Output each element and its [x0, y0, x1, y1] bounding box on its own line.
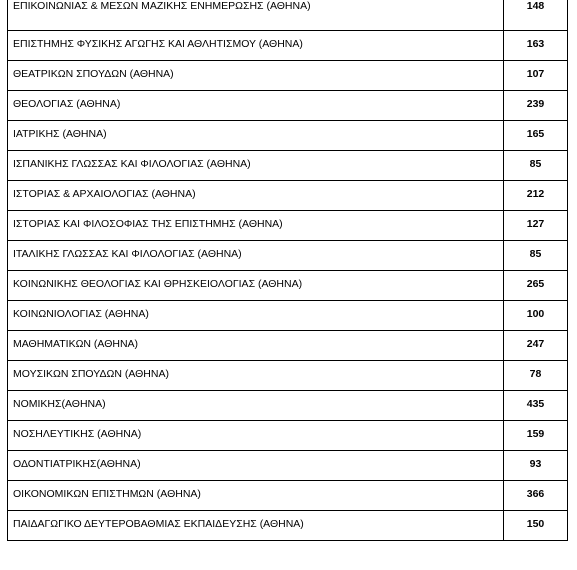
department-name: ΝΟΣΗΛΕΥΤΙΚΗΣ (ΑΘΗΝΑ)	[8, 420, 504, 450]
table-row	[8, 0, 568, 30]
department-count: 85	[504, 240, 568, 270]
departments-table-container	[7, 0, 567, 541]
department-count: 247	[504, 330, 568, 360]
department-count: 159	[504, 420, 568, 450]
table-row	[8, 510, 568, 540]
table-row	[8, 90, 568, 120]
department-count: 212	[504, 180, 568, 210]
department-name: ΜΟΥΣΙΚΩΝ ΣΠΟΥΔΩΝ (ΑΘΗΝΑ)	[8, 360, 504, 390]
table-row	[8, 30, 568, 60]
department-count: 165	[504, 120, 568, 150]
table-row	[8, 390, 568, 420]
department-name: ΙΑΤΡΙΚΗΣ (ΑΘΗΝΑ)	[8, 120, 504, 150]
department-count: 265	[504, 270, 568, 300]
department-name: ΟΙΚΟΝΟΜΙΚΩΝ ΕΠΙΣΤΗΜΩΝ (ΑΘΗΝΑ)	[8, 480, 504, 510]
table-row	[8, 330, 568, 360]
table-row	[8, 240, 568, 270]
department-count: 435	[504, 390, 568, 420]
department-name: ΠΑΙΔΑΓΩΓΙΚΟ ΔΕΥΤΕΡΟΒΑΘΜΙΑΣ ΕΚΠΑΙΔΕΥΣΗΣ (ΑΘΗΝΑ)	[8, 510, 504, 540]
department-count: 150	[504, 510, 568, 540]
department-name: ΜΑΘΗΜΑΤΙΚΩΝ (ΑΘΗΝΑ)	[8, 330, 504, 360]
table-row	[8, 360, 568, 390]
department-count: 163	[504, 30, 568, 60]
department-count: 366	[504, 480, 568, 510]
table-row	[8, 120, 568, 150]
table-row	[8, 480, 568, 510]
department-name: ΚΟΙΝΩΝΙΟΛΟΓΙΑΣ (ΑΘΗΝΑ)	[8, 300, 504, 330]
department-count: 100	[504, 300, 568, 330]
departments-table	[7, 0, 568, 541]
department-count: 148	[504, 0, 568, 30]
department-count: 78	[504, 360, 568, 390]
department-count: 107	[504, 60, 568, 90]
department-name: ΝΟΜΙΚΗΣ(ΑΘΗΝΑ)	[8, 390, 504, 420]
department-name: ΙΣΤΟΡΙΑΣ & ΑΡΧΑΙΟΛΟΓΙΑΣ (ΑΘΗΝΑ)	[8, 180, 504, 210]
department-count: 239	[504, 90, 568, 120]
department-name: ΕΠΙΣΤΗΜΗΣ ΦΥΣΙΚΗΣ ΑΓΩΓΗΣ ΚΑΙ ΑΘΛΗΤΙΣΜΟΥ (ΑΘΗΝΑ)	[8, 30, 504, 60]
table-row	[8, 450, 568, 480]
department-name: ΙΣΠΑΝΙΚΗΣ ΓΛΩΣΣΑΣ ΚΑΙ ΦΙΛΟΛΟΓΙΑΣ (ΑΘΗΝΑ)	[8, 150, 504, 180]
department-count: 93	[504, 450, 568, 480]
department-name: ΟΔΟΝΤΙΑΤΡΙΚΗΣ(ΑΘΗΝΑ)	[8, 450, 504, 480]
department-count: 85	[504, 150, 568, 180]
table-row	[8, 150, 568, 180]
department-name: ΘΕΟΛΟΓΙΑΣ (ΑΘΗΝΑ)	[8, 90, 504, 120]
table-row	[8, 270, 568, 300]
department-name: ΕΠΙΚΟΙΝΩΝΙΑΣ & ΜΕΣΩΝ ΜΑΖΙΚΗΣ ΕΝΗΜΕΡΩΣΗΣ (ΑΘΗΝΑ)	[8, 0, 504, 30]
table-body	[8, 0, 568, 540]
table-row	[8, 210, 568, 240]
table-row	[8, 60, 568, 90]
table-row	[8, 300, 568, 330]
department-name: ΚΟΙΝΩΝΙΚΗΣ ΘΕΟΛΟΓΙΑΣ ΚΑΙ ΘΡΗΣΚΕΙΟΛΟΓΙΑΣ (ΑΘΗΝΑ)	[8, 270, 504, 300]
department-name: ΙΤΑΛΙΚΗΣ ΓΛΩΣΣΑΣ ΚΑΙ ΦΙΛΟΛΟΓΙΑΣ (ΑΘΗΝΑ)	[8, 240, 504, 270]
department-name: ΙΣΤΟΡΙΑΣ ΚΑΙ ΦΙΛΟΣΟΦΙΑΣ ΤΗΣ ΕΠΙΣΤΗΜΗΣ (ΑΘΗΝΑ)	[8, 210, 504, 240]
department-count: 127	[504, 210, 568, 240]
table-row	[8, 180, 568, 210]
department-name: ΘΕΑΤΡΙΚΩΝ ΣΠΟΥΔΩΝ (ΑΘΗΝΑ)	[8, 60, 504, 90]
table-row	[8, 420, 568, 450]
